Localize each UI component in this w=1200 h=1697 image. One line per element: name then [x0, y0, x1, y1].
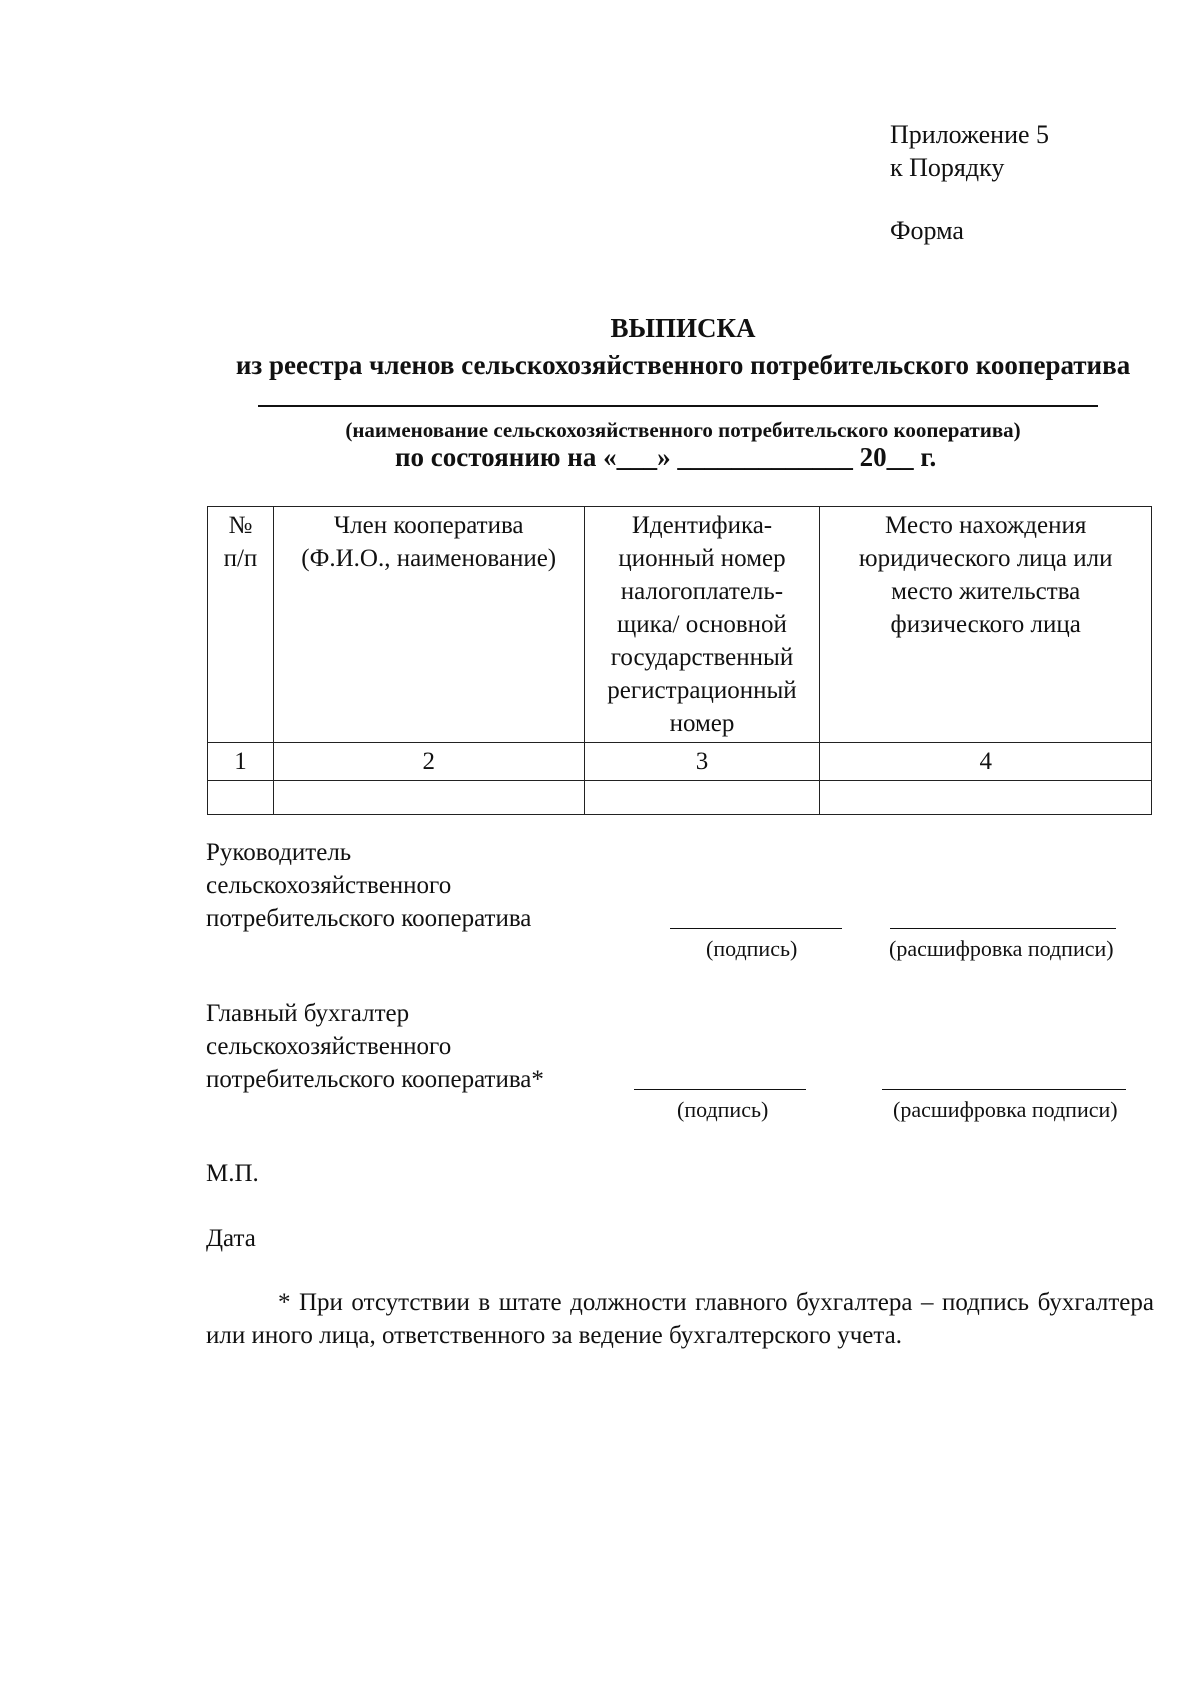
empty-cell[interactable] [584, 781, 820, 815]
signature-decoding-line[interactable] [890, 928, 1116, 929]
column-number-2: 2 [273, 743, 584, 781]
form-label: Форма [890, 216, 964, 245]
stamp-place: М.П. [206, 1160, 259, 1187]
column-number-4: 4 [820, 743, 1152, 781]
decoding-caption: (расшифровка подписи) [893, 1097, 1118, 1122]
signer-title: Руководитель [206, 839, 352, 866]
appendix-reference [890, 118, 1049, 184]
decoding-caption: (расшифровка подписи) [889, 936, 1114, 961]
header-member: Член кооператива (Ф.И.О., наименование) [273, 507, 584, 743]
table-header-row [208, 507, 1152, 743]
header-tax-id: Идентифика- ционный номер налогоплатель- щика/ основной государственный регистрационный номер [584, 507, 820, 743]
as-of-date-line: по состоянию на «___» _____________ 20__ г. [395, 442, 937, 472]
empty-cell[interactable] [273, 781, 584, 815]
header-number: № п/п [208, 507, 274, 743]
column-number-row [208, 743, 1152, 781]
registry-table [207, 506, 1152, 815]
signer-title: сельскохозяйственного [206, 1033, 452, 1060]
signer-title: потребительского кооператива* [206, 1066, 544, 1093]
signature-line[interactable] [634, 1089, 806, 1090]
signature-decoding-line[interactable] [882, 1089, 1126, 1090]
appendix-order: к Порядку [890, 153, 1005, 182]
signature-caption: (подпись) [706, 936, 798, 961]
column-number-1: 1 [208, 743, 274, 781]
appendix-number: Приложение 5 [890, 120, 1050, 149]
signature-caption: (подпись) [677, 1097, 769, 1122]
signature-line[interactable] [670, 928, 842, 929]
document-title: ВЫПИСКА [610, 313, 756, 343]
column-number-3: 3 [584, 743, 820, 781]
signer-title: сельскохозяйственного [206, 872, 452, 899]
header-location: Место нахождения юридического лица или место жительства физического лица [820, 507, 1152, 743]
document-subtitle: из реестра членов сельскохозяйственного потребительского кооператива [235, 350, 1131, 380]
accountant-signer-block [206, 997, 544, 1096]
cooperative-name-caption: (наименование сельскохозяйственного потребительского кооператива) [345, 418, 1021, 442]
head-signer-block [206, 836, 531, 935]
footnote: * При отсутствии в штате должности главного бухгалтера – подпись бухгалтера или иного лица, ответственного за ведение бухгалтерского учета. [206, 1289, 1154, 1349]
empty-cell[interactable] [820, 781, 1152, 815]
date-label: Дата [206, 1225, 256, 1252]
signer-title: Главный бухгалтер [206, 1000, 410, 1027]
signer-title: потребительского кооператива [206, 905, 532, 932]
cooperative-name-line [258, 405, 1098, 407]
empty-cell[interactable] [208, 781, 274, 815]
table-row-empty [208, 781, 1152, 815]
